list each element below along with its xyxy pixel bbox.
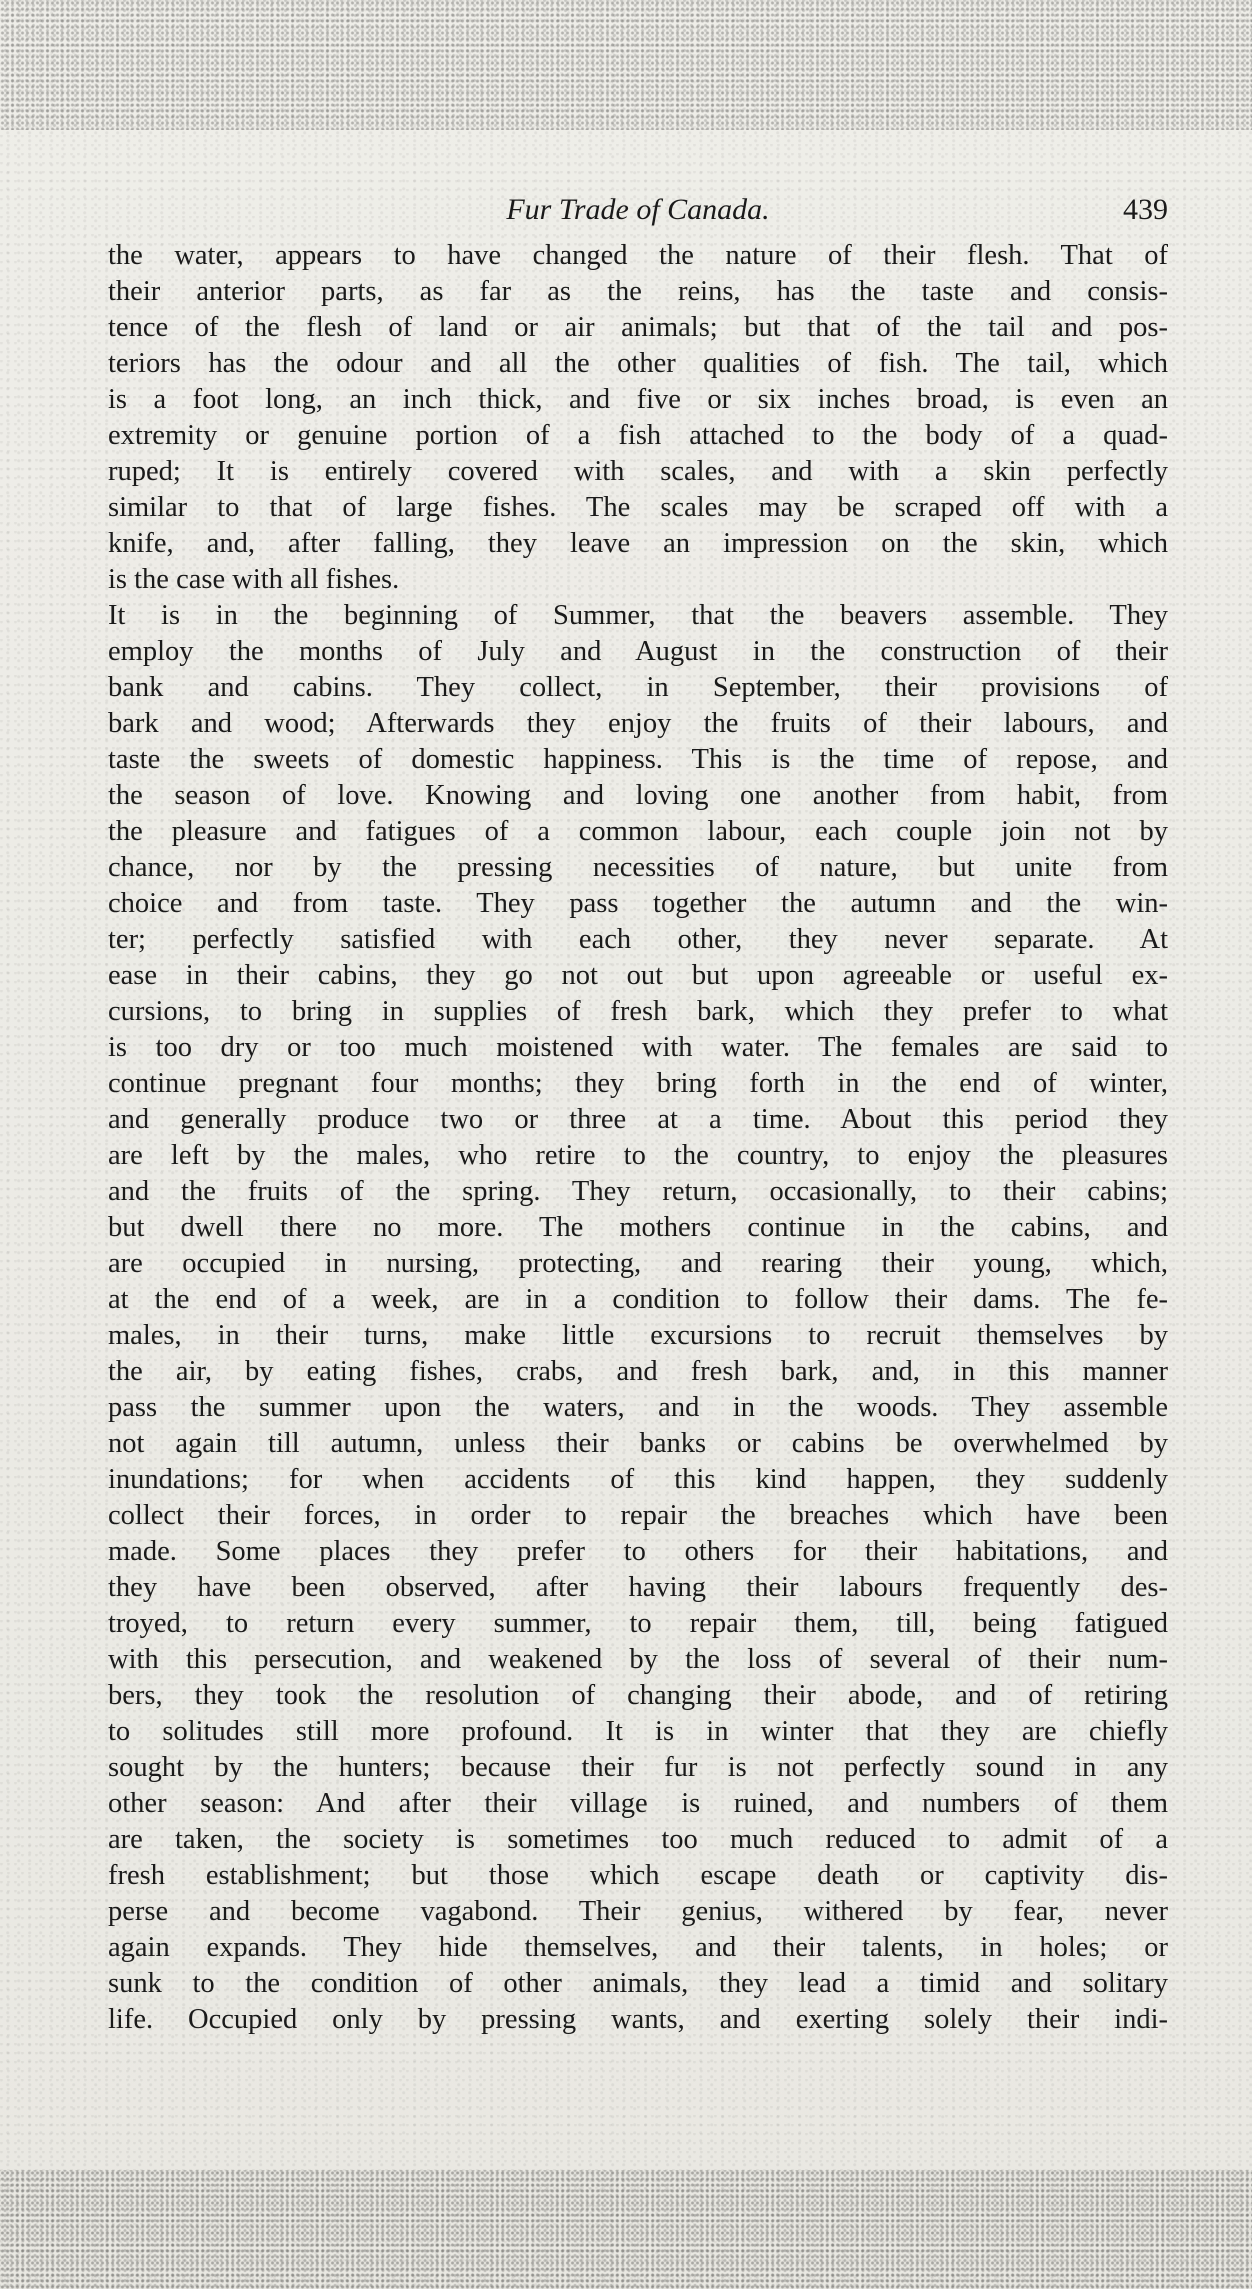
text-line: ter; perfectly satisfied with each other, they never separate. At <box>108 924 1168 955</box>
text-line: ruped; It is entirely covered with scales, and with a skin perfectly <box>108 456 1168 487</box>
text-line: the air, by eating fishes, crabs, and fresh bark, and, in this manner <box>108 1356 1168 1387</box>
text-line: are left by the males, who retire to the country, to enjoy the pleasures <box>108 1140 1168 1171</box>
text-line: the water, appears to have changed the nature of their flesh. That of <box>108 240 1168 271</box>
text-line: males, in their turns, make little excursions to recruit themselves by <box>108 1320 1168 1351</box>
text-line: tence of the flesh of land or air animals; but that of the tail and pos- <box>108 312 1168 343</box>
text-line: but dwell there no more. The mothers continue in the cabins, and <box>108 1212 1168 1243</box>
text-line: is a foot long, an inch thick, and five or six inches broad, is even an <box>108 384 1168 415</box>
text-line: extremity or genuine portion of a fish attached to the body of a quad- <box>108 420 1168 451</box>
text-line: chance, nor by the pressing necessities of nature, but unite from <box>108 852 1168 883</box>
scan-noise-bottom <box>0 2170 1252 2289</box>
text-line: bers, they took the resolution of changing their abode, and of retiring <box>108 1680 1168 1711</box>
text-line: at the end of a week, are in a condition to follow their dams. The fe- <box>108 1284 1168 1315</box>
text-line: inundations; for when accidents of this kind happen, they suddenly <box>108 1464 1168 1495</box>
text-line: the season of love. Knowing and loving one another from habit, from <box>108 780 1168 811</box>
text-line: ease in their cabins, they go not out but upon agreeable or useful ex- <box>108 960 1168 991</box>
text-line: knife, and, after falling, they leave an impression on the skin, which <box>108 528 1168 559</box>
text-line: life. Occupied only by pressing wants, and exerting solely their indi- <box>108 2004 1168 2035</box>
body-text <box>108 238 1168 2038</box>
running-title: Fur Trade of Canada. <box>506 193 770 226</box>
text-line: the pleasure and fatigues of a common labour, each couple join not by <box>108 816 1168 847</box>
text-line: bark and wood; Afterwards they enjoy the fruits of their labours, and <box>108 708 1168 739</box>
text-line: not again till autumn, unless their banks or cabins be overwhelmed by <box>108 1428 1168 1459</box>
running-head <box>108 190 1168 230</box>
text-line: their anterior parts, as far as the reins, has the taste and consis- <box>108 276 1168 307</box>
text-line: with this persecution, and weakened by the loss of several of their num- <box>108 1644 1168 1675</box>
text-line: and the fruits of the spring. They return, occasionally, to their cabins; <box>108 1176 1168 1207</box>
text-line: again expands. They hide themselves, and their talents, in holes; or <box>108 1932 1168 1963</box>
text-line: are taken, the society is sometimes too much reduced to admit of a <box>108 1824 1168 1855</box>
page-number: 439 <box>1123 193 1168 226</box>
text-line: choice and from taste. They pass together the autumn and the win- <box>108 888 1168 919</box>
text-line: similar to that of large fishes. The scales may be scraped off with a <box>108 492 1168 523</box>
text-line: they have been observed, after having their labours frequently des- <box>108 1572 1168 1603</box>
text-line: taste the sweets of domestic happiness. This is the time of repose, and <box>108 744 1168 775</box>
text-line: perse and become vagabond. Their genius, withered by fear, never <box>108 1896 1168 1927</box>
text-line: teriors has the odour and all the other qualities of fish. The tail, which <box>108 348 1168 379</box>
text-line: made. Some places they prefer to others for their habitations, and <box>108 1536 1168 1567</box>
text-line: employ the months of July and August in the construction of their <box>108 636 1168 667</box>
text-line: bank and cabins. They collect, in September, their provisions of <box>108 672 1168 703</box>
text-line: other season: And after their village is ruined, and numbers of them <box>108 1788 1168 1819</box>
text-line: to solitudes still more profound. It is in winter that they are chiefly <box>108 1716 1168 1747</box>
text-line: sought by the hunters; because their fur is not perfectly sound in any <box>108 1752 1168 1783</box>
text-line: sunk to the condition of other animals, they lead a timid and solitary <box>108 1968 1168 1999</box>
text-line: collect their forces, in order to repair the breaches which have been <box>108 1500 1168 1531</box>
text-line: It is in the beginning of Summer, that the beavers assemble. They <box>108 600 1168 631</box>
text-line: is the case with all fishes. <box>108 564 400 595</box>
text-line: cursions, to bring in supplies of fresh bark, which they prefer to what <box>108 996 1168 1027</box>
text-line: is too dry or too much moistened with water. The females are said to <box>108 1032 1168 1063</box>
text-line: fresh establishment; but those which escape death or captivity dis- <box>108 1860 1168 1891</box>
text-line: are occupied in nursing, protecting, and rearing their young, which, <box>108 1248 1168 1279</box>
text-line: and generally produce two or three at a time. About this period they <box>108 1104 1168 1135</box>
scan-noise-top <box>0 0 1252 130</box>
text-line: troyed, to return every summer, to repair them, till, being fatigued <box>108 1608 1168 1639</box>
text-line: pass the summer upon the waters, and in the woods. They assemble <box>108 1392 1168 1423</box>
text-line: continue pregnant four months; they bring forth in the end of winter, <box>108 1068 1168 1099</box>
